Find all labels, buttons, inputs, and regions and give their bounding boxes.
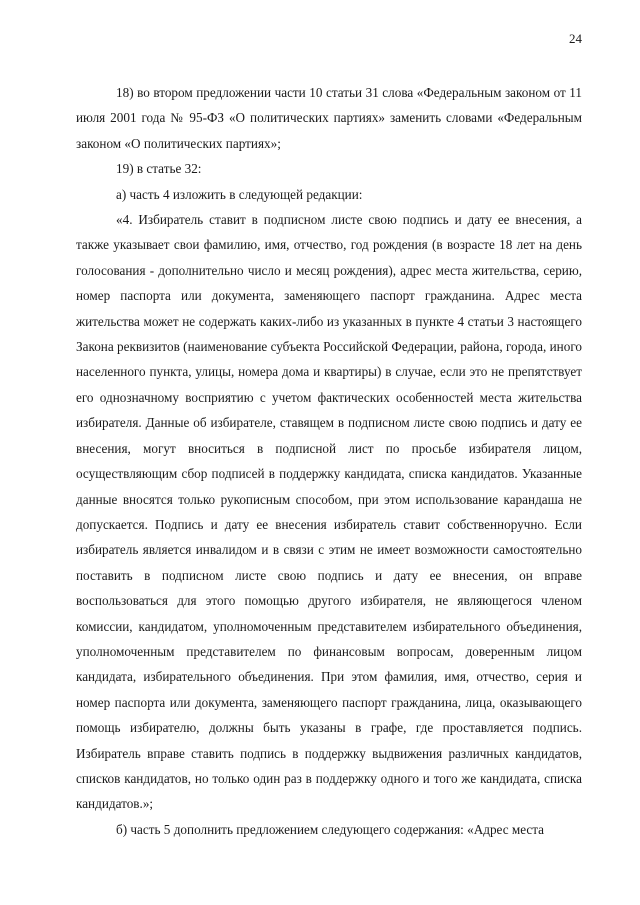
paragraph-item-18: 18) во втором предложении части 10 статьи 31 слова «Федеральным законом от 11 июля 2001 года № 95-ФЗ «О политических партиях» заменить словами «Федеральным законом «О политических партиях»; [76, 85, 582, 151]
page-number: 24 [569, 31, 582, 46]
document-body [76, 80, 582, 842]
paragraph-part-4-text: «4. Избиратель ставит в подписном листе свою подпись и дату ее внесения, а также указывает свои фамилию, имя, отчество, год рождения (в возрасте 18 лет на день голосования - дополнительно число и месяц рождения), адрес места жительства, серию, номер паспорта или документа, заменяющего паспорт гражданина. Адрес места жительства может не содержать каких-либо из указанных в пункте 4 статьи 3 настоящего Закона реквизитов (наименование субъекта Российской Федерации, района, города, иного населенного пункта, улицы, номера дома и квартиры) в случае, если это не препятствует его однозначному восприятию с учетом фактических особенностей места жительства избирателя. Данные об избирателе, ставящем в подписном листе свою подпись и дату ее внесения, могут вноситься в подписной лист по просьбе избирателя лицом, осуществляющим сбор подписей в поддержку кандидата, списка кандидатов. Указанные данные вносятся только рукописным способом, при этом использование карандаша не допускается. Подпись и дату ее внесения избиратель ставит собственноручно. Если избиратель является инвалидом и в связи с этим не имеет возможности самостоятельно поставить в подписном листе свою подпись и дату ее внесения, он вправе воспользоваться для этого помощью другого избирателя, не являющегося членом комиссии, кандидатом, уполномоченным представителем избирательного объединения, уполномоченным представителем по финансовым вопросам, доверенным лицом кандидата, избирательного объединения. При этом фамилия, имя, отчество, серия и номер паспорта или документа, заменяющего паспорт гражданина, лица, оказывающего помощь избирателю, должны быть указаны в графе, где проставляется подпись. Избиратель вправе ставить подпись в поддержку выдвижения различных кандидатов, списков кандидатов, но только один раз в поддержку одного и того же кандидата, списка кандидатов.»; [76, 212, 582, 812]
paragraph-subitem-b: б) часть 5 дополнить предложением следующего содержания: «Адрес места [116, 821, 545, 837]
paragraph-item-19: 19) в статье 32: [116, 161, 202, 177]
paragraph-subitem-a: а) часть 4 изложить в следующей редакции: [116, 186, 363, 202]
